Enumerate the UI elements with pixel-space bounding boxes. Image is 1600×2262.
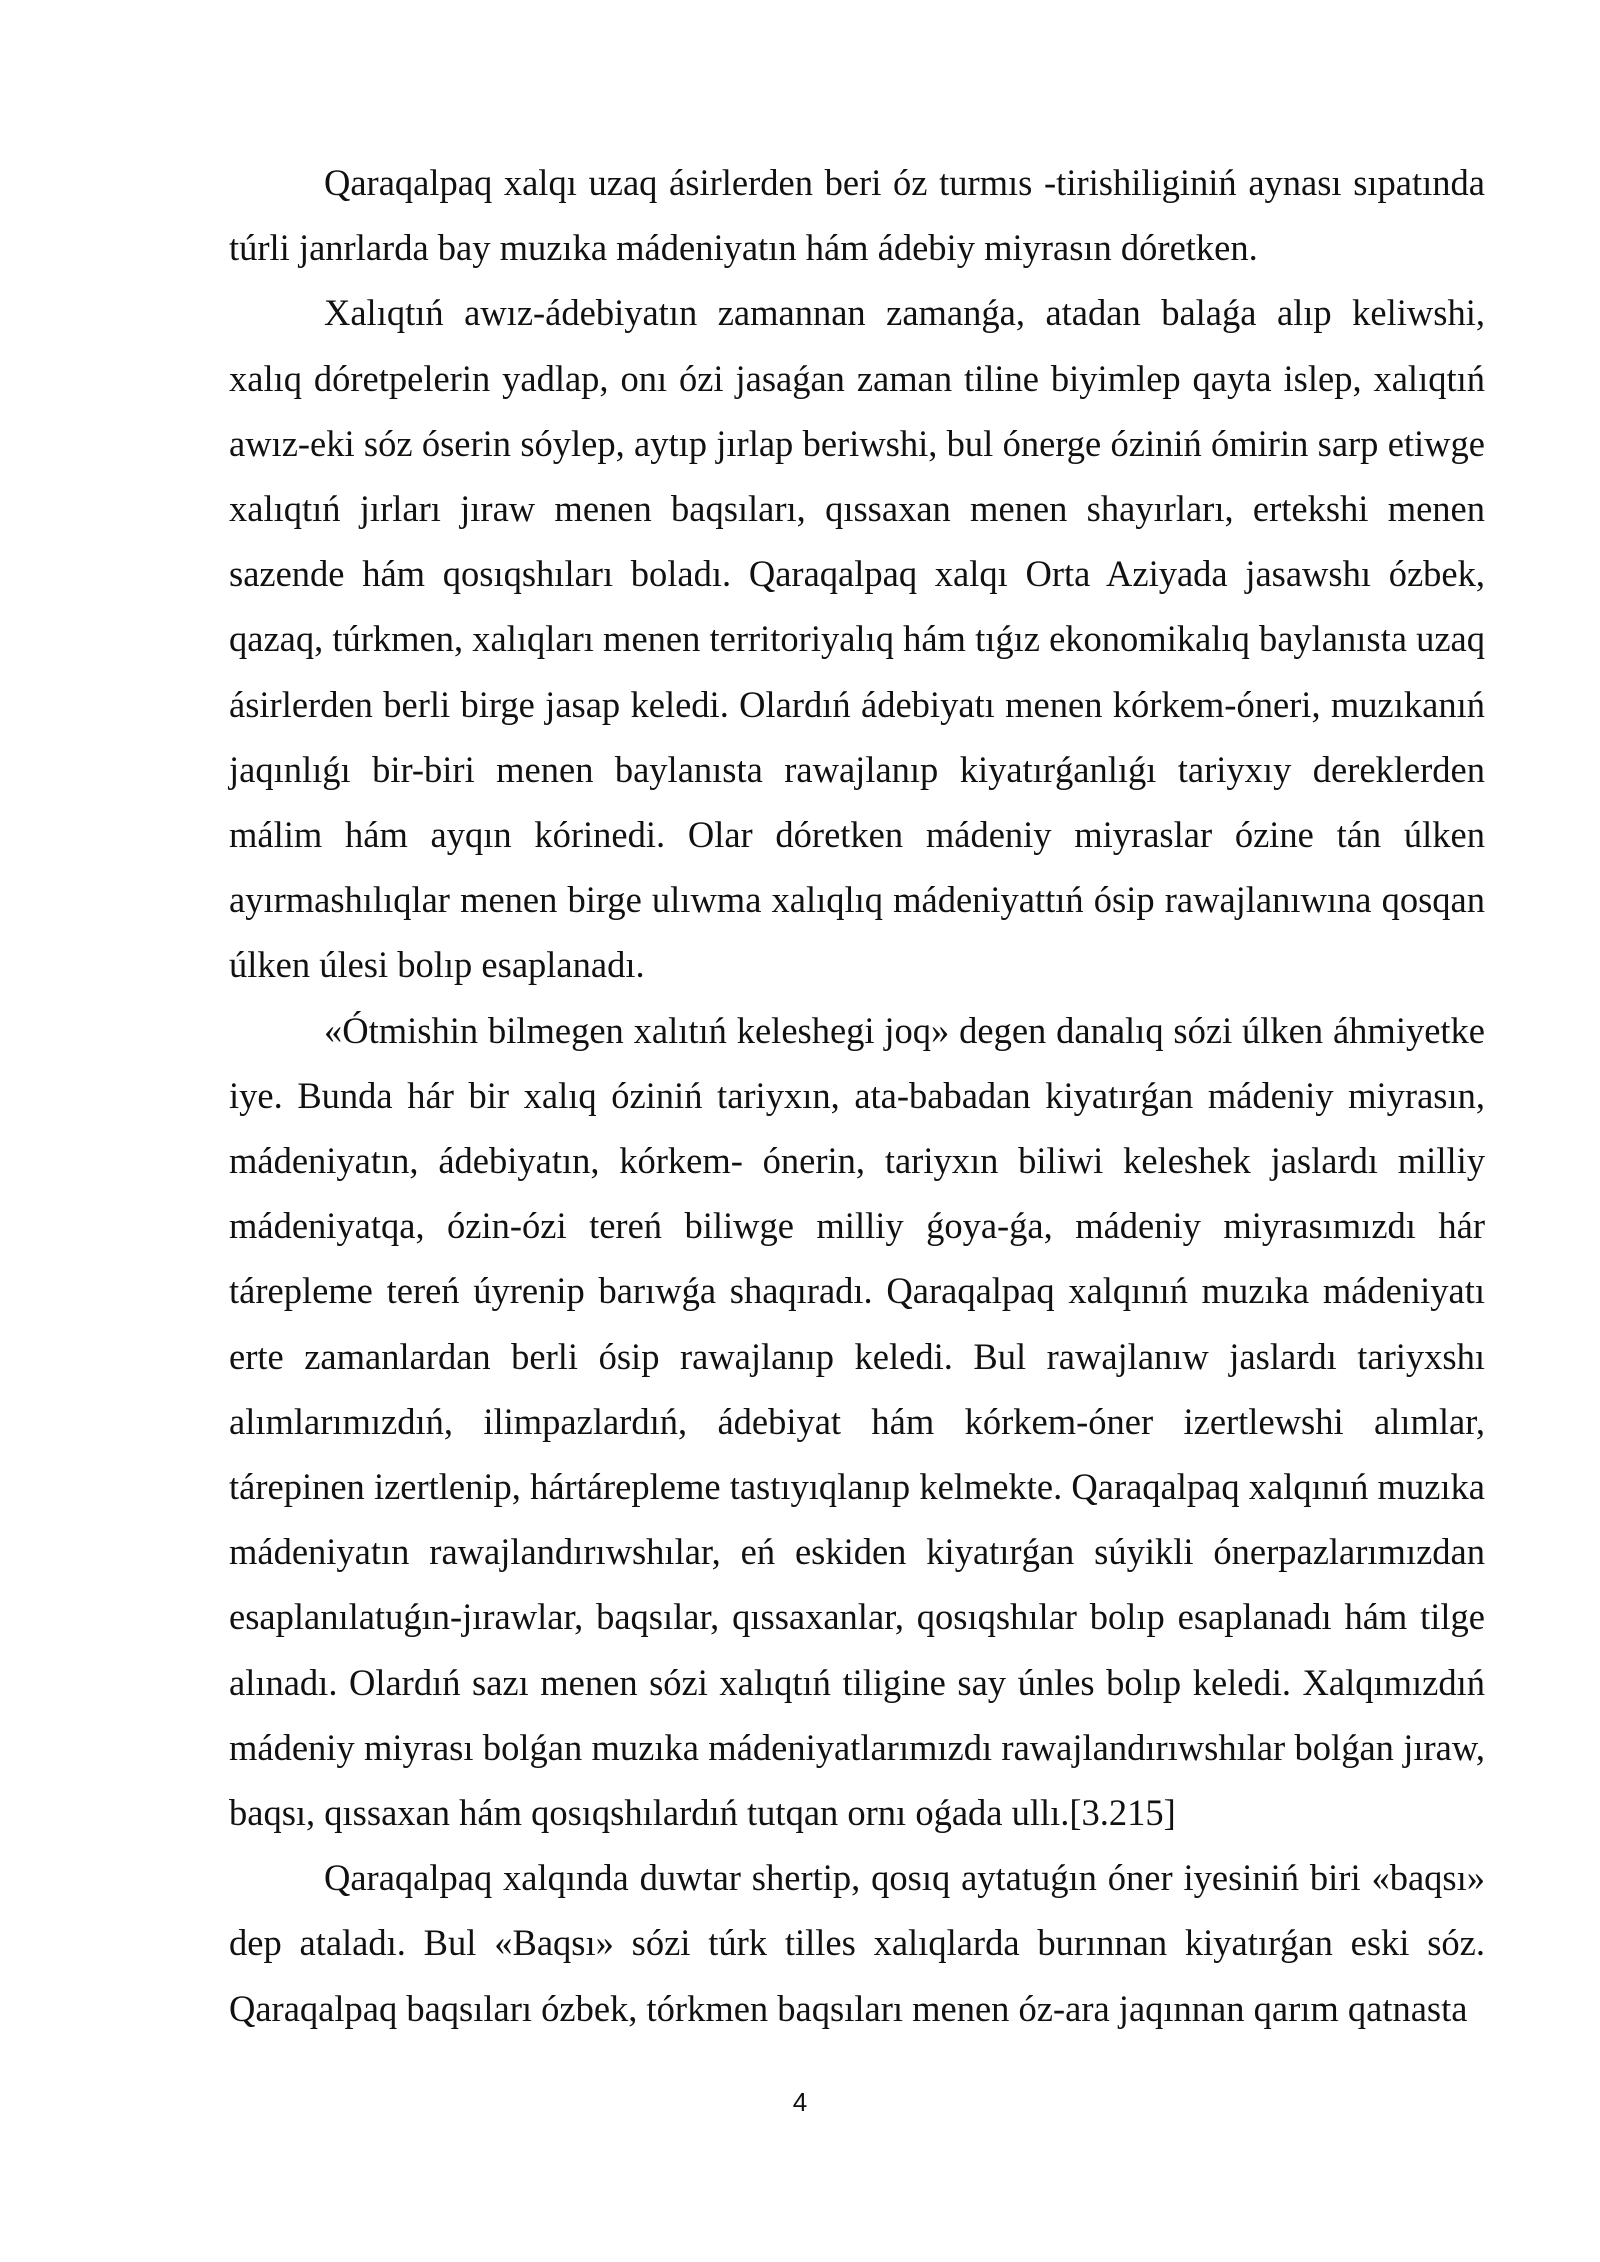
paragraph: Qaraqalpaq xalqı uzaq ásirlerden beri óz turmıs -tirishiliginiń aynası sıpatında túrli janrlarda bay muzıka mádeniyatın hám ádebiy miyrasın dóretken. (229, 162, 1485, 269)
page-number: 4 (792, 2087, 808, 2117)
paragraph: Qaraqalpaq xalqında duwtar shertip, qosıq aytatuǵın óner iyesiniń biri «baqsı» dep ataladı. Bul «Baqsı» sózi túrk tilles xalıqlarda burınnan kiyatırǵan eski sóz. Qaraqalpaq baqsıları ózbek, tórkmen baqsıları menen óz-ara jaqınnan qarım qatnasta (229, 1857, 1485, 2029)
paragraph: «Ótmishin bilmegen xalıtıń keleshegi joq» degen danalıq sózi úlken áhmiyetke iye. Bunda hár bir xalıq óziniń tariyxın, ata-babadan kiyatırǵan mádeniy miyrasın, mádeniyatın, ádebiyatın, kórkem- ónerin, tariyxın biliwi keleshek jaslardı milliy mádeniyatqa, ózin-ózi tereń biliwge milliy ǵoya-ǵa, mádeniy miyrasımızdı hár tárepleme tereń úyrenip barıwǵa shaqıradı. Qaraqalpaq xalqınıń muzıka mádeniyatı erte zamanlardan berli ósip rawajlanıp keledi. Bul rawajlanıw jaslardı tariyxshı alımlarımızdıń, ilimpazlardıń, ádebiyat hám kórkem-óner izertlewshi alımlar, tárepinen izertlenip, hártárepleme tastıyıqlanıp kelmekte. Qaraqalpaq xalqınıń muzıka mádeniyatın rawajlandırıwshılar, eń eskiden kiyatırǵan súyikli ónerpazlarımızdan esaplanılatuǵın-jırawlar, baqsılar, qıssaxanlar, qosıqshılar bolıp esaplanadı hám tilge alınadı. Olardıń sazı menen sózi xalıqtıń tiligine say únles bolıp keledi. Xalqımızdıń mádeniy miyrası bolǵan muzıka mádeniyatlarımızdı rawajlandırıwshılar bolǵan jıraw, baqsı, qıssaxan hám qosıqshılardıń tutqan ornı oǵada ullı.[3.215] (229, 1009, 1485, 1834)
document-body (229, 150, 1485, 2041)
paragraph: Xalıqtıń awız-ádebiyatın zamannan zamanǵa, atadan balaǵa alıp keliwshi, xalıq dóretpelerin yadlap, onı ózi jasaǵan zaman tiline biyimlep qayta islep, xalıqtıń awız-eki sóz óserin sóylep, aytıp jırlap beriwshi, bul ónerge óziniń ómirin sarp etiwge xalıqtıń jırları jıraw menen baqsıları, qıssaxan menen shayırları, ertekshi menen sazende hám qosıqshıları boladı. Qaraqalpaq xalqı Orta Aziyada jasawshı ózbek, qazaq, túrkmen, xalıqları menen territoriyalıq hám tıǵız ekonomikalıq baylanısta uzaq ásirlerden berli birge jasap keledi. Olardıń ádebiyatı menen kórkem-óneri, muzıkanıń jaqınlıǵı bir-biri menen baylanısta rawajlanıp kiyatırǵanlıǵı tariyxıy dereklerden málim hám ayqın kórinedi. Olar dóretken mádeniy miyraslar ózine tán úlken ayırmashılıqlar menen birge ulıwma xalıqlıq mádeniyattıń ósip rawajlanıwına qosqan úlken úlesi bolıp esaplanadı. (229, 292, 1485, 986)
